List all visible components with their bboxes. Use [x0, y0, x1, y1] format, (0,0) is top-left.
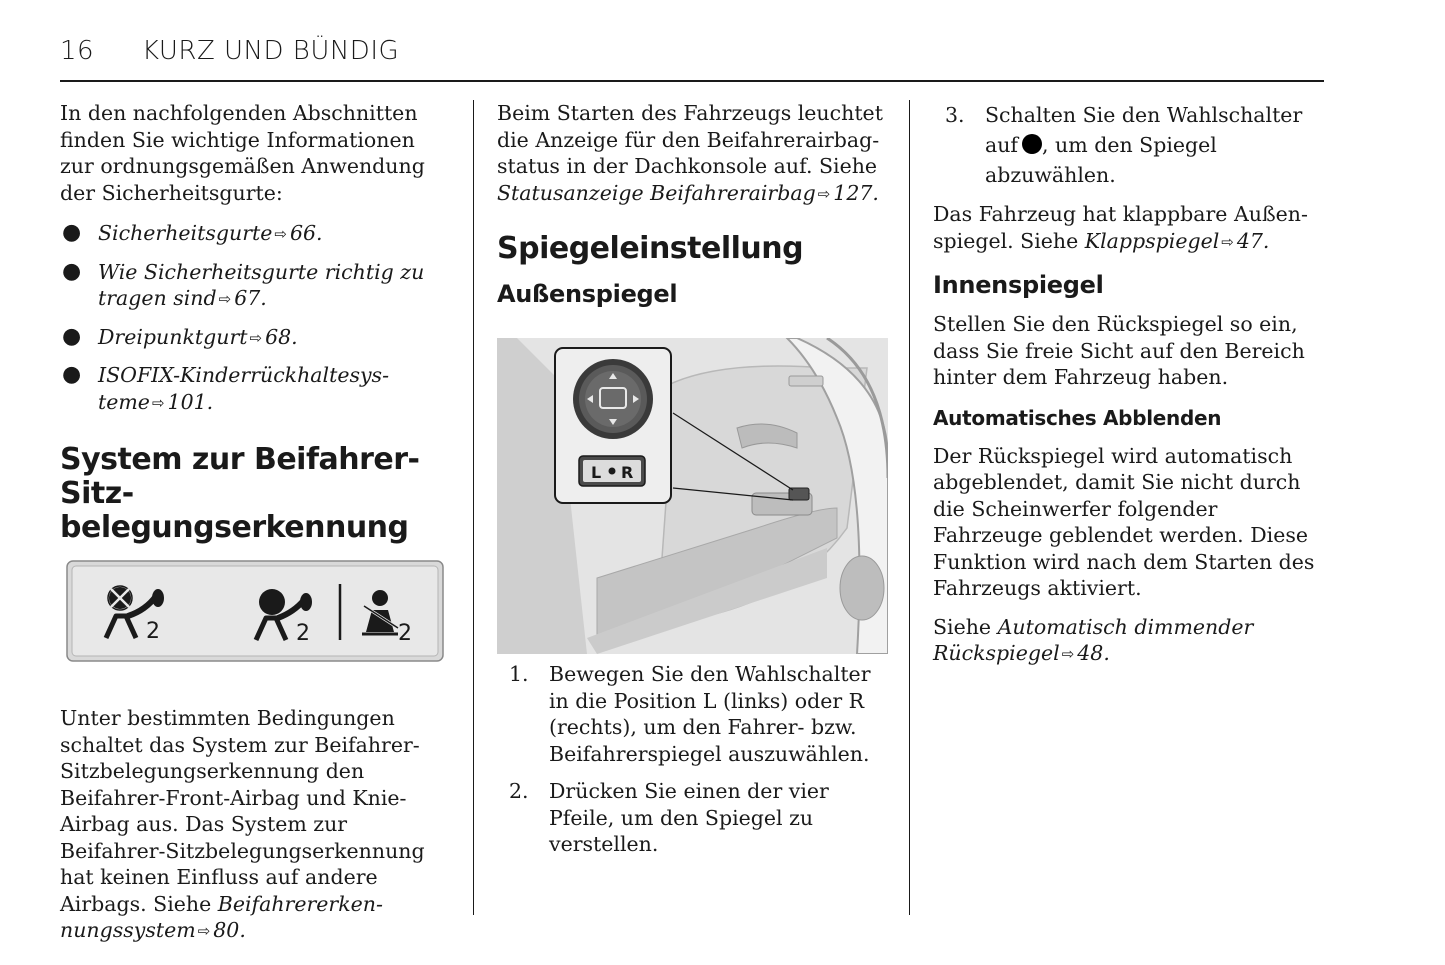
subsection-title-exterior-mirror: Außenspiegel — [497, 280, 678, 308]
auto-dimming-paragraph: Der Rückspiegel wird automatisch abgeblendet, damit Sie nicht durch die Scheinwerfer folgender Fahrzeuge geblendet werden. Diese Funktion wird nach dem Starten des Fahrzeugs aktiviert. — [933, 443, 1315, 600]
column-middle-lower — [497, 661, 892, 869]
bullet-icon: ● — [62, 362, 82, 387]
passenger-sensing-paragraph: Unter bestimmten Bedingungen schaltet das System zur Beifahrer-Sitzbelegungserkennung den Beifahrer-Front-Airbag und Knie-Airbag aus. Das System zur Beifahrer-Sitzbelegungserkennung hat keinen Einfluss auf andere Airbags. Siehe Beifahrererkennungssystem ⇨ 80. — [60, 706, 425, 942]
page-ref-arrow-icon: ⇨ — [1221, 232, 1234, 251]
seatbelt-intro: In den nachfolgenden Abschnitten finden Sie wichtige Informationen zur ordnungsgemäßen Anwendung der Sicherheitsgurte: — [60, 101, 425, 205]
list-item: 3. Schalten Sie den Wahlschalter auf , um den Spiegel abzuwählen. — [945, 103, 1303, 187]
list-item: 2. Drücken Sie einen der vier Pfeile, um den Spiegel zu verstellen. — [509, 779, 829, 856]
column-divider — [909, 100, 910, 915]
list-item: 1. Bewegen Sie den Wahlschalter in die Position L (links) oder R (rechts), um den Fahrer- bzw. Beifahrerspiegel auszuwählen. — [509, 662, 871, 766]
bullet-icon: ● — [62, 258, 82, 284]
chapter-title: KURZ UND BÜNDIG — [142, 36, 400, 66]
bullet-icon: ● — [62, 220, 82, 245]
page-ref-arrow-icon: ⇨ — [274, 225, 287, 243]
column-middle — [497, 100, 892, 308]
column-left — [60, 100, 455, 545]
page-ref-arrow-icon: ⇨ — [151, 393, 165, 412]
bullet-icon: ● — [62, 323, 82, 349]
page-ref-arrow-icon: ⇨ — [1061, 645, 1075, 663]
page-ref-arrow-icon: ⇨ — [817, 184, 831, 203]
folding-mirror-paragraph: Das Fahrzeug hat klappbare Außenspiegel. Siehe Klappspiegel ⇨ 47. — [933, 202, 1308, 253]
seat-position-label: 2 — [146, 619, 160, 644]
subsection-title-auto-dimming: Automatisches Abblenden — [933, 405, 1222, 430]
mirror-steps-list — [497, 661, 892, 858]
page-header — [60, 34, 1324, 82]
auto-dimming-reference: Siehe Automatisch dimmender Rückspiegel ⇨ 48. — [933, 614, 1254, 665]
seatbelt-reference-list — [60, 220, 455, 417]
airbag-status-paragraph: Beim Starten des Fahrzeugs leuchtet die Anzeige für den Beifahrerairbagstatus in der Dachkonsole auf. Siehe Statusanzeige Beifahrerairbag ⇨ 127. — [497, 101, 883, 205]
column-left-lower — [60, 705, 455, 946]
list-item[interactable]: ● Sicherheitsgurte ⇨ 66. — [62, 220, 323, 245]
list-item[interactable]: ● Dreipunktgurt ⇨ 68. — [62, 323, 298, 349]
subsection-title-interior-mirror: Innenspiegel — [933, 271, 1104, 299]
off-position-circle-icon — [1022, 134, 1042, 154]
switch-label-right: R — [621, 463, 634, 482]
switch-label-left: L — [591, 463, 602, 482]
seat-position-label: 2 — [296, 621, 310, 646]
section-title-passenger-sensing: System zur Beifahrer-Sitzbelegungserkennung — [60, 442, 420, 545]
section-title-mirror-adjustment: Spiegeleinstellung — [497, 231, 804, 266]
interior-mirror-paragraph: Stellen Sie den Rückspiegel so ein, dass Sie freie Sicht auf den Bereich hinter dem Fahrzeug haben. — [933, 312, 1305, 389]
airbag-status-indicator-figure — [66, 560, 444, 662]
page-ref-arrow-icon: ⇨ — [218, 290, 232, 308]
mirror-steps-list-continued — [933, 100, 1328, 190]
column-right — [933, 100, 1328, 669]
list-item[interactable]: ● Wie Sicherheitsgurte richtig zu tragen sind ⇨ 67. — [62, 258, 425, 310]
list-item[interactable]: ● ISOFIX-Kinderrückhaltesysteme ⇨ 101. — [62, 362, 390, 414]
mirror-control-figure — [497, 338, 888, 654]
page-number: 16 — [60, 36, 95, 66]
column-divider — [473, 100, 474, 915]
page-ref-arrow-icon: ⇨ — [249, 328, 263, 347]
page-ref-arrow-icon: ⇨ — [197, 922, 211, 940]
seat-position-label: 2 — [398, 621, 412, 646]
